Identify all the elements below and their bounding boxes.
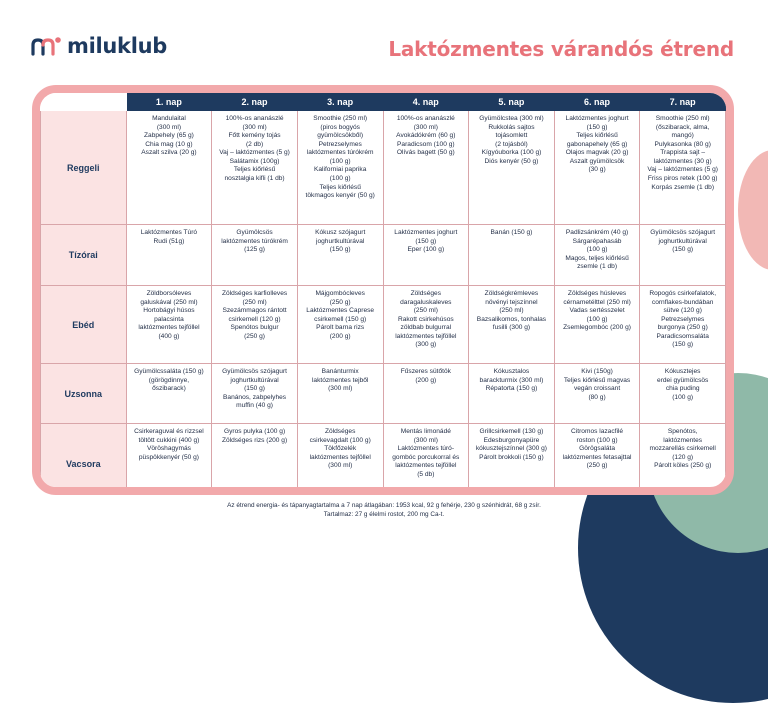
nutrition-footnote [0,502,768,519]
meal-cell-text: Zöldségkrémleves növényi tejszínnel (250 ml) Bazsalikomos, tonhalas fusilli (300 g) [476,290,547,332]
meal-cell [554,424,640,496]
day-header: 4. nap [383,94,469,111]
meal-cell-text: Gyümölcstea (300 ml) Rukkolás sajtos tojásomlett (2 tojásból) Kígyóuborka (100 g) Diós kenyér (50 g) [479,115,544,165]
meal-cell-text: Zöldséges karfiolleves (250 ml) Szezámmagos rántott csirkemell (120 g) Spenótos bulgur (250 g) [221,290,288,340]
meal-cell [297,424,383,496]
meal-cell-text: Kókusz szójagurt joghurtkultúrával (150 g) [315,229,366,254]
meal-cell [554,225,640,286]
meal-cell-text: Májgombócleves (250 g) Laktózmentes Caprese csirkemell (150 g) Párolt barna rizs (200 g) [306,290,375,340]
brand-logo [30,34,167,58]
meal-cell-text: Banán (150 g) [490,229,533,236]
meal-row-vacsora [41,424,726,496]
logo-text: miluklub [67,34,167,58]
meal-cell-text: Grillcsirkemell (130 g) Edesburgonyapüre kókusztejszínnel (300 g) Párolt brokkoli (150 g) [475,428,547,461]
meal-cell-text: Gyros pulyka (100 g) Zöldséges rizs (200 g) [221,428,288,444]
meal-cell-text: Ropogós csirkefalatok, cornflakes-bundában sütve (120 g) Petrezselymes burgonya (250 g) Paradicsomsaláta (150 g) [649,290,717,349]
meal-cell [383,111,469,225]
meal-row-uzsonna [41,364,726,424]
meal-cell [212,364,298,424]
meal-cell [126,286,212,364]
meal-cell [640,111,726,225]
day-header: 6. nap [554,94,640,111]
header-corner [41,94,127,111]
day-header: 5. nap [469,94,555,111]
meal-cell [212,111,298,225]
meal-cell [383,225,469,286]
meal-cell-text: Padlizsánkrém (40 g) Sárgarépahasáb (100 g) Magos, teljes kiőrlésű zsemle (1 db) [565,229,629,271]
meal-cell [640,225,726,286]
meal-cell [126,111,212,225]
meal-cell-text: Kókusztejes erdei gyümölcsös chia puding (100 g) [657,368,709,401]
meal-cell [212,225,298,286]
meal-cell [212,286,298,364]
meal-cell [469,424,555,496]
meal-cell-text: Smoothie (250 ml) (piros bogyós gyümölcsökből) Petrezselymes laktózmentes túrókrém (100 g) Kaliforniai paprika (100 g) Teljes kiőrlésű tökmagos kenyér (50 g) [305,115,375,200]
meal-cell [126,424,212,496]
meal-cell-text: Mandulaital (300 ml) Zabpehely (65 g) Chia mag (10 g) Aszalt szilva (20 g) [141,115,197,157]
meal-row-tizorai [41,225,726,286]
day-header: 2. nap [212,94,298,111]
meal-cell [554,364,640,424]
meal-cell [297,364,383,424]
footnote-line-1: Az étrend energia- és tápanyagtartalma a 7 nap átlagában: 1953 kcal, 92 g fehérje, 230 g szénhidrát, 68 g zsír. [227,502,541,509]
meal-cell [469,364,555,424]
meal-cell-text: Laktózmentes Túró Rudi (51g) [140,229,198,245]
meal-cell [297,225,383,286]
meal-row-reggeli [41,111,726,225]
meal-cell-text: Gyümölcsös szójagurt joghurtkultúrával (150 g) [650,229,716,254]
meal-row-ebed [41,286,726,364]
meal-cell-text: 100%-os ananászlé (300 ml) Avokádókrém (60 g) Paradicsom (100 g) Olívás bagett (50 g) [396,115,456,157]
meal-cell [126,225,212,286]
day-header: 3. nap [297,94,383,111]
meal-label: Uzsonna [41,364,127,424]
meal-cell-text: Kivi (150g) Teljes kiőrlésű magvas vegán croissant (80 g) [563,368,631,401]
meal-cell-text: Csirkeraguval és rizzsel töltött cukkini (400 g) Vöröshagymás püspökkenyér (50 g) [134,428,204,461]
meal-label: Vacsora [41,424,127,496]
meal-label: Tízórai [41,225,127,286]
meal-cell-text: 100%-os ananászlé (300 ml) Főtt kemény tojás (2 db) Vaj – laktózmentes (5 g) Salátamix (100g) Teljes kiőrlésű nosztalgia kifli (1 db) [219,115,290,182]
page-title: Laktózmentes várandós étrend [388,37,734,61]
meal-cell-text: Mentás limonádé (300 ml) Laktózmentes túró- gombóc porcukorral és laktózmentes tejföllel (5 db) [392,428,460,478]
meal-plan-table-card [32,85,734,495]
meal-cell-text: Citromos lazacfilé roston (100 g) Görögsaláta laktózmentes fetasajttal (250 g) [562,428,632,470]
meal-cell-text: Zöldséges csirkevagdalt (100 g) Tökfőzelék laktózmentes tejföllel (300 ml) [309,428,371,470]
meal-cell [383,424,469,496]
meal-cell [640,286,726,364]
meal-cell-text: Banánturmix laktózmentes tejből (300 ml) [311,368,369,393]
meal-cell [554,286,640,364]
decorative-shape-pink [738,150,768,270]
meal-plan-table [40,93,726,495]
meal-cell [297,111,383,225]
meal-cell [640,424,726,496]
meal-cell-text: Spenótos, laktózmentes mozzarellás csirkemell (120 g) Párolt köles (250 g) [649,428,716,470]
meal-cell-text: Zöldséges daragaluskaleves (250 ml) Rakott csirkehúsos zöldbab bulgurral laktózmentes tejföllel (300 g) [395,290,457,349]
meal-cell [212,424,298,496]
meal-cell-text: Kókusztalos barackturmix (300 ml) Répatorta (150 g) [479,368,544,393]
meal-cell [383,286,469,364]
meal-cell [297,286,383,364]
meal-cell-text: Smoothie (250 ml) (őszibarack, alma, mangó) Pulykasonka (80 g) Trappista sajt – laktózmentes (30 g) Vaj – laktózmentes (5 g) Friss piros retek (100 g) Korpás zsemle (1 db) [647,115,718,191]
meal-cell [640,364,726,424]
meal-cell [383,364,469,424]
day-header: 7. nap [640,94,726,111]
day-header: 1. nap [126,94,212,111]
meal-cell-text: Zöldséges húsleves cérnametélttel (250 ml) Vadas sertésszelet (100 g) Zsemlegombóc (200 g) [563,290,631,332]
meal-cell [469,111,555,225]
meal-cell [469,286,555,364]
meal-label: Ebéd [41,286,127,364]
meal-cell-text: Fűszeres sütőtök (200 g) [400,368,451,384]
meal-cell-text: Laktózmentes joghurt (150 g) Teljes kiőrlésű gabonapehely (65 g) Olajos magvak (20 g) Aszalt gyümölcsök (30 g) [565,115,629,174]
meal-cell-text: Zöldborsóleves galuskával (250 ml) Hortobágyi húsos palacsinta laktózmentes tejföllel (400 g) [138,290,200,340]
meal-cell [469,225,555,286]
day-header-row [41,94,726,111]
miluklub-logo-icon [30,36,62,56]
meal-cell [126,364,212,424]
meal-label: Reggeli [41,111,127,225]
meal-cell [554,111,640,225]
meal-cell-text: Gyümölcsös laktózmentes túrókrém (125 g) [221,229,288,254]
meal-cell-text: Gyümölcsös szójagurt joghurtkultúrával (150 g) Banános, zabpelyhes muffin (40 g) [222,368,287,410]
footnote-line-2: Tartalmaz: 27 g élelmi rostot, 200 mg Ca-t. [323,510,445,518]
meal-cell-text: Laktózmentes joghurt (150 g) Eper (100 g) [394,229,458,254]
meal-cell-text: Gyümölcssaláta (150 g) (görögdinnye, őszibarack) [134,368,204,393]
